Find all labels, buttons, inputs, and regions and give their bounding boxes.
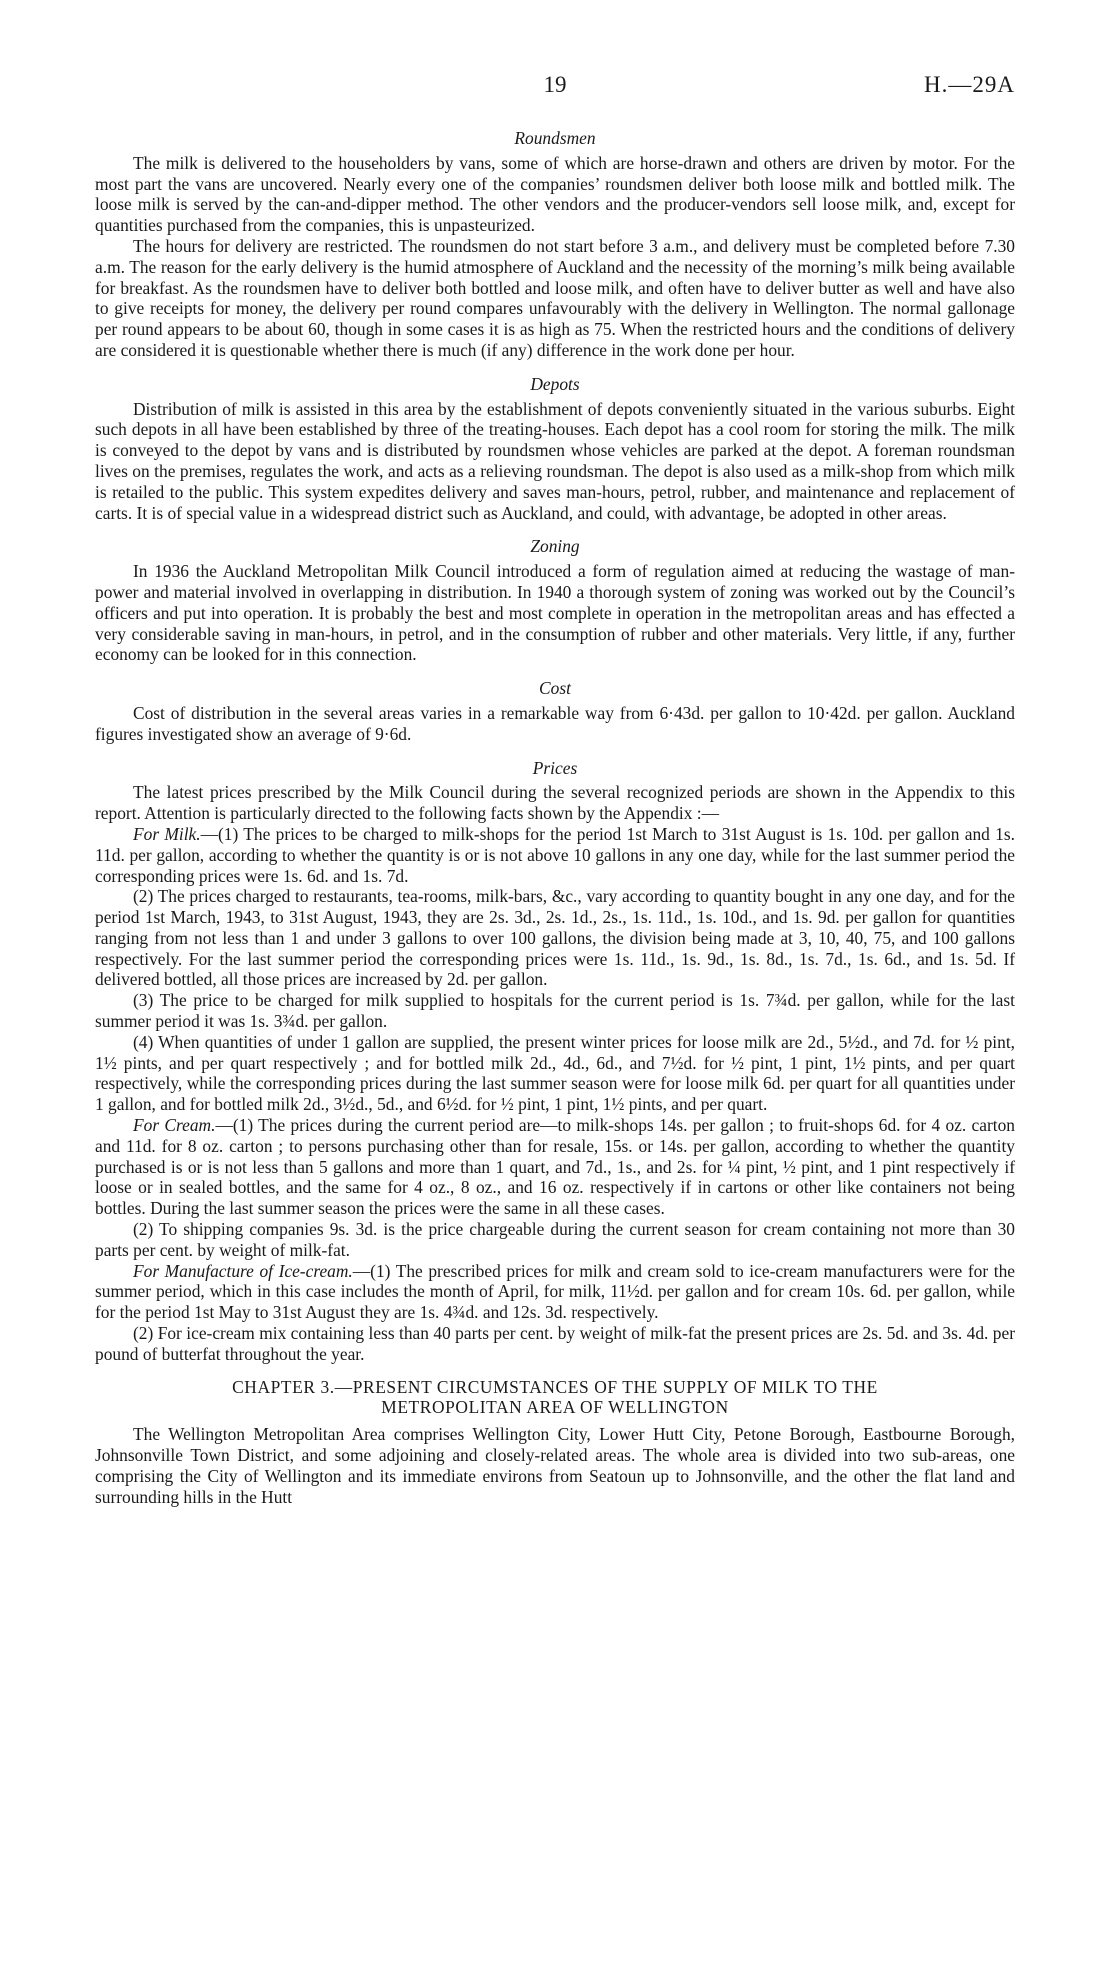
paragraph: Cost of distribution in the several areas varies in a remarkable way from 6·43d. per gallon to 10·42d. per gallon. Auckland figures investigated show an average of 9·6d.	[95, 702, 1015, 744]
paragraph-ice-cream-1	[95, 1261, 1015, 1323]
paragraph: (2) For ice-cream mix containing less than 40 parts per cent. by weight of milk-fat the present prices are 2s. 5d. and 3s. 4d. per pound of butterfat throughout the year.	[95, 1323, 1015, 1364]
lead-in-ice-cream: For Manufacture of Ice-cream.	[133, 1260, 353, 1281]
paragraph-milk-1	[95, 824, 1015, 886]
section-gap	[95, 361, 1015, 374]
paragraph: (2) To shipping companies 9s. 3d. is the price chargeable during the current season for cream containing not more than 30 parts per cent. by weight of milk-fat.	[95, 1219, 1015, 1260]
paragraph: The hours for delivery are restricted. The roundsmen do not start before 3 a.m., and delivery must be completed before 7.30 a.m. The reason for the early delivery is the humid atmosphere of Auckland and the necessity of the morning’s milk being available for breakfast. As the roundsmen have to deliver both bottled and loose milk, and often have to deliver butter as well and have also to give receipts for money, the delivery per round compares unfavourably with the delivery in Wellington. The normal gallonage per round appears to be about 60, though in some cases it is as high as 75. When the restricted hours and the conditions of delivery are considered it is questionable whether there is much (if any) difference in the work done per hour.	[95, 235, 1015, 360]
section-cost	[95, 678, 1015, 744]
paragraph: (3) The price to be charged for milk supplied to hospitals for the current period is 1s. 7¾d. per gallon, while for the last summer period it was 1s. 3¾d. per gallon.	[95, 990, 1015, 1032]
section-gap	[95, 745, 1015, 758]
page-header	[95, 72, 1015, 106]
section-gap	[95, 523, 1015, 536]
page-number: 19	[543, 72, 567, 97]
section-zoning	[95, 536, 1015, 665]
section-heading: Roundsmen	[514, 128, 596, 148]
paragraph: The Wellington Metropolitan Area comprises Wellington City, Lower Hutt City, Petone Borough, Eastbourne Borough, Johnsonville Town District, and some adjoining and closely-related areas. The whole area is divided into two sub-areas, one comprising the City of Wellington and its immediate environs from Seatoun up to Johnsonville, and the other the flat land and surrounding hills in the Hutt	[95, 1424, 1015, 1507]
paragraph: (2) The prices charged to restaurants, tea-rooms, milk-bars, &c., vary according to quantity bought in any one day, and for the period 1st March, 1943, to 31st August, 1943, they are 2s. 3d., 2s. 1d., 2s., 1s. 11d., 1s. 10d., and 1s. 9d. per gallon for quantities ranging from not less than 1 and under 3 gallons to over 100 gallons, the division being made at 3, 10, 40, 75, and 100 gallons respectively. For the last summer period the corresponding prices were 1s. 11d., 1s. 9d., 1s. 8d., 1s. 7d., 1s. 6d., and 1s. 5d. If delivered bottled, all those prices are increased by 2d. per gallon.	[95, 886, 1015, 990]
paragraph: Distribution of milk is assisted in this area by the establishment of depots conveniently situated in the various suburbs. Eight such depots in all have been established by three of the treating-houses. Each depot has a cool room for storing the milk. The milk is conveyed to the depot by vans and is distributed by roundsmen whose vehicles are parked at the depot. A foreman roundsman lives on the premises, regulates the work, and acts as a relieving roundsman. The depot is also used as a milk-shop from which milk is retailed to the public. This system expedites delivery and saves man-hours, petrol, rubber, and maintenance and replacement of carts. It is of special value in a widespread district such as Auckland, and could, with advantage, be adopted in other areas.	[95, 398, 1015, 523]
document-reference: H.—29A	[924, 72, 1015, 97]
lead-in-for-cream: For Cream.	[133, 1115, 216, 1136]
section-depots	[95, 374, 1015, 524]
paragraph: The milk is delivered to the householders by vans, some of which are horse-drawn and others are driven by motor. For the most part the vans are uncovered. Nearly every one of the companies’ roundsmen deliver both loose milk and bottled milk. The loose milk is served by the can-and-dipper method. The other vendors and the producer-vendors sell loose milk, and, except for quantities purchased from the companies, this is unpasteurized.	[95, 152, 1015, 236]
chapter-title-line: METROPOLITAN AREA OF WELLINGTON	[381, 1397, 729, 1418]
section-heading: Prices	[532, 757, 578, 778]
paragraph: The latest prices prescribed by the Milk Council during the several recognized periods are shown in the Appendix to this report. Attention is particularly directed to the following facts shown by the Appendix :—	[95, 782, 1015, 824]
paragraph-text: —(1) The prices during the current period are—to milk-shops 14s. per gallon ; to fruit-shops 6d. for 4 oz. carton and 11d. for 8 oz. carton ; to persons purchasing other than for resale, 15s. or 14s. per gallon, according to whether the quantity purchased is or is not less than 5 gallons and more than 1 quart, and 7d., 1s., and 2s. for ¼ pint, ½ pint, and 1 pint respectively if loose or in sealed bottles, and the same for 4 oz., 8 oz., and 16 oz. respectively if in cartons or other like containers not being bottles. During the last summer season the prices were the same in all these cases.	[95, 1115, 1015, 1219]
chapter-title-line: CHAPTER 3.—PRESENT CIRCUMSTANCES OF THE SUPPLY OF MILK TO THE	[232, 1376, 878, 1397]
chapter-3	[95, 1377, 1015, 1508]
lead-in-for-milk: For Milk.	[133, 823, 201, 844]
section-roundsmen	[95, 128, 1015, 361]
section-heading: Zoning	[530, 536, 580, 557]
paragraph: (4) When quantities of under 1 gallon are supplied, the present winter prices for loose milk are 2d., 5½d., and 7d. for ½ pint, 1½ pints, and per quart respectively ; and for bottled milk 2d., 4d., 6d., and 7½d. for ½ pint, 1 pint, 1½ pints, and per quart respectively, while the corresponding prices during the last summer season were for loose milk 6d. per quart for all quantities under 1 gallon, and for bottled milk 2d., 3½d., 5d., and 6½d. for ½ pint, 1 pint, 1½ pints, and per quart.	[95, 1031, 1015, 1115]
chapter-title	[95, 1377, 1015, 1419]
section-heading: Depots	[530, 373, 580, 394]
paragraph-text: —(1) The prices to be charged to milk-shops for the period 1st March to 31st August is 1s. 10d. per gallon and 1s. 11d. per gallon, according to whether the quantity is or is not above 10 gallons in any one day, while for the last summer period the corresponding prices were 1s. 6d. and 1s. 7d.	[95, 823, 1015, 886]
page-body	[95, 128, 1015, 1507]
section-prices	[95, 758, 1015, 1365]
section-gap	[95, 665, 1015, 678]
paragraph: In 1936 the Auckland Metropolitan Milk Council introduced a form of regulation aimed at reducing the wastage of man-power and material involved in overlapping in distribution. In 1940 a thorough system of zoning was worked out by the Council’s officers and put into operation. It is probably the best and most complete in operation in the metropolitan areas and has effected a very considerable saving in man-hours, in petrol, and in the consumption of rubber and other materials. Very little, if any, further economy can be looked for in this connection.	[95, 561, 1015, 665]
section-heading: Cost	[539, 678, 571, 699]
paragraph-text: —(1) The prescribed prices for milk and cream sold to ice-cream manufacturers were for the summer period, which in this case includes the month of April, for milk, 11½d. per gallon and for cream 10s. 6d. per gallon, while for the period 1st May to 31st August they are 1s. 4¾d. and 12s. 3d. respectively.	[95, 1260, 1015, 1323]
paragraph-cream-1	[95, 1115, 1015, 1219]
